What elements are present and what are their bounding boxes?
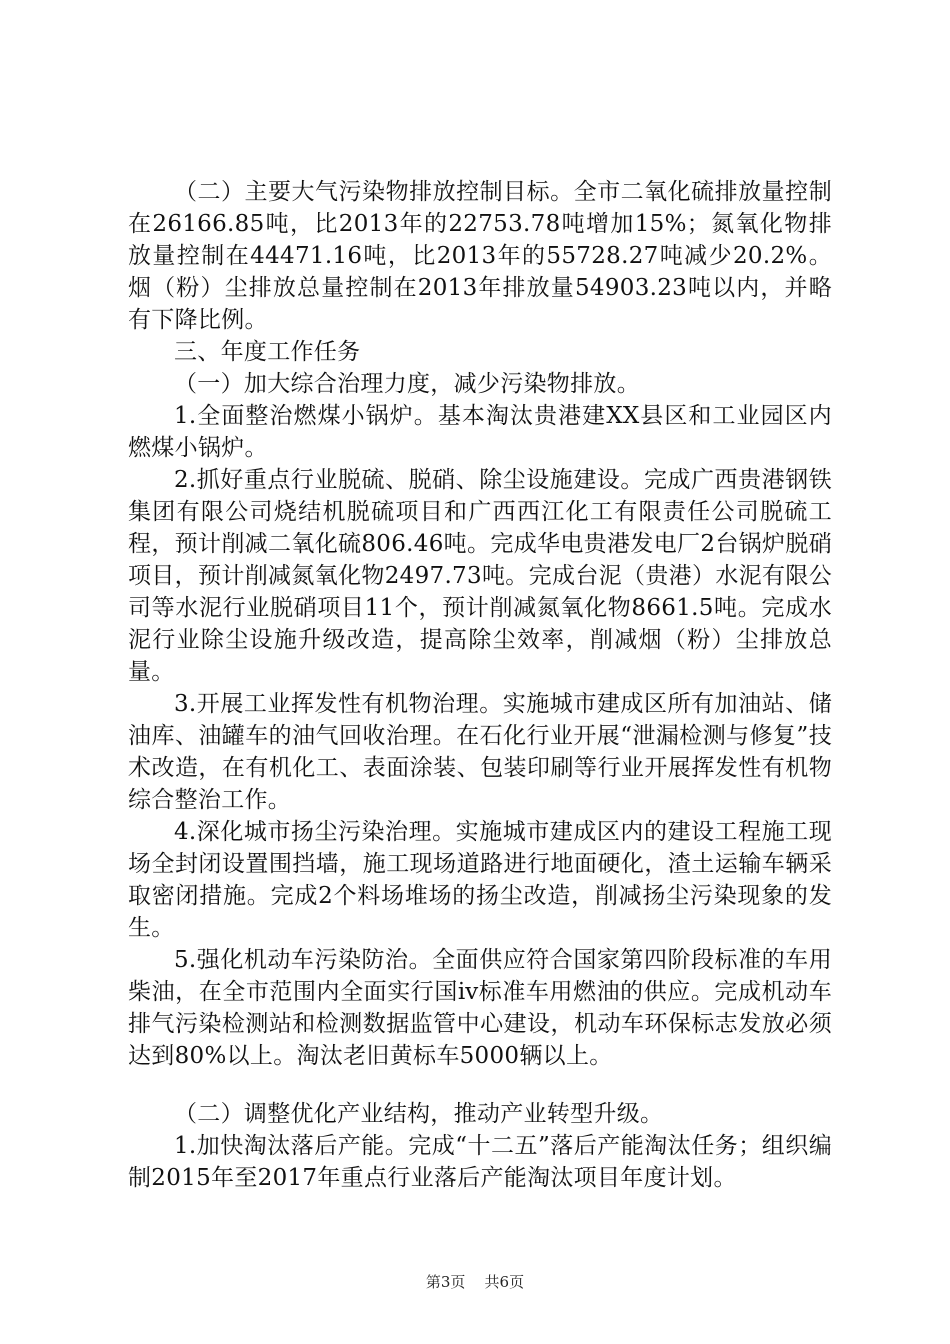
document-body [128, 176, 832, 1194]
total-page-count: 共6页 [484, 1273, 525, 1291]
paragraph-desulfurization: 2.抓好重点行业脱硫、脱硝、除尘设施建设。完成广西贵港钢铁集团有限公司烧结机脱硫项目和广西西江化工有限责任公司脱硫工程，预计削减二氧化硫806.46吨。完成华电贵港发电厂2台锅炉脱硝项目，预计削减氮氧化物2497.73吨。完成台泥（贵港）水泥有限公司等水泥行业脱硝项目11个，预计削减氮氧化物8661.5吨。完成水泥行业除尘设施升级改造，提高除尘效率，削减烟（粉）尘排放总量。 [128, 467, 832, 685]
paragraph-obsolete-capacity: 1.加快淘汰落后产能。完成“十二五”落后产能淘汰任务；组织编制2015年至2017年重点行业落后产能淘汰项目年度计划。 [128, 1133, 832, 1191]
paragraph-voc-treatment: 3.开展工业挥发性有机物治理。实施城市建成区所有加油站、储油库、油罐车的油气回收治理。在石化行业开展“泄漏检测与修复”技术改造，在有机化工、表面涂装、包装印刷等行业开展挥发性有机物综合整治工作。 [128, 691, 832, 813]
paragraph-air-pollutant-targets: （二）主要大气污染物排放控制目标。全市二氧化硫排放量控制在26166.85吨，比2013年的22753.78吨增加15%；氮氧化物排放量控制在44471.16吨，比2013年的55728.27吨减少20.2%。烟（粉）尘排放总量控制在2013年排放量54903.23吨以内，并略有下降比例。 [128, 179, 832, 333]
page-footer [0, 1272, 950, 1292]
subheading-industrial-structure: （二）调整优化产业结构，推动产业转型升级。 [174, 1101, 664, 1127]
current-page-number: 第3页 [425, 1273, 466, 1291]
section-heading-annual-tasks: 三、年度工作任务 [174, 339, 361, 365]
paragraph-dust-control: 4.深化城市扬尘污染治理。实施城市建成区内的建设工程施工现场全封闭设置围挡墙，施工现场道路进行地面硬化，渣土运输车辆采取密闭措施。完成2个料场堆场的扬尘改造，削减扬尘污染现象的发生。 [128, 819, 832, 941]
paragraph-coal-boilers: 1.全面整治燃煤小锅炉。基本淘汰贵港建XX县区和工业园区内燃煤小锅炉。 [128, 403, 832, 461]
paragraph-vehicle-pollution: 5.强化机动车污染防治。全面供应符合国家第四阶段标准的车用柴油，在全市范围内全面实行国ⅳ标准车用燃油的供应。完成机动车排气污染检测站和检测数据监管中心建设，机动车环保标志发放必须达到80%以上。淘汰老旧黄标车5000辆以上。 [128, 947, 832, 1069]
subheading-comprehensive-treatment: （一）加大综合治理力度，减少污染物排放。 [174, 371, 640, 397]
